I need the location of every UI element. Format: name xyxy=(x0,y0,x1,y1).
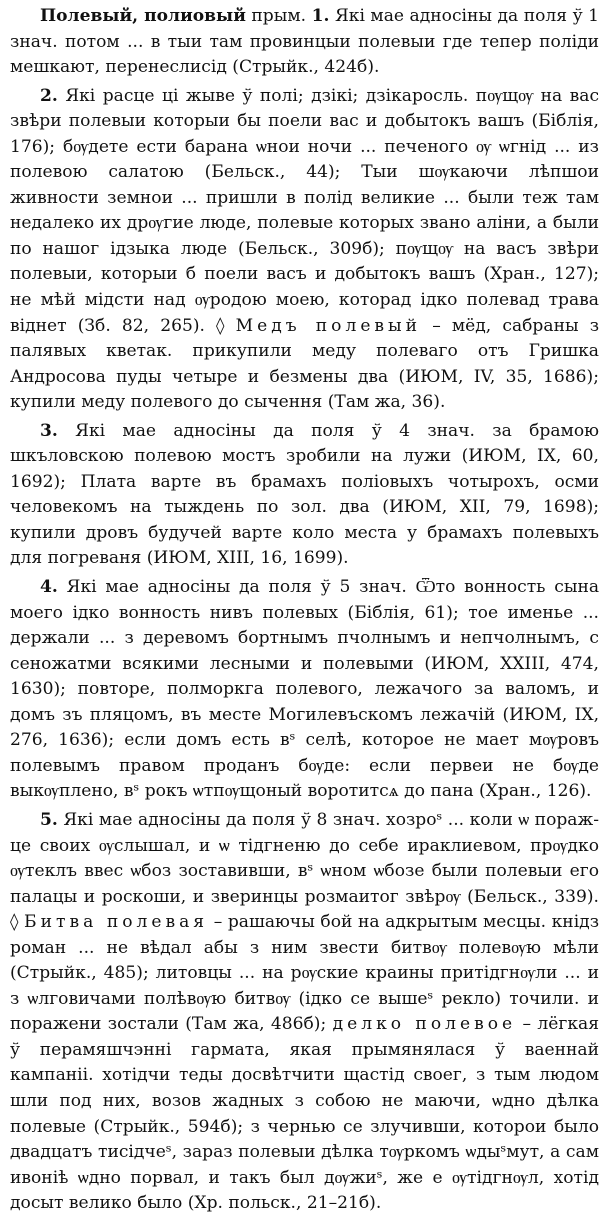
text-segment: 3. xyxy=(40,420,58,441)
text-segment: Битва полевая xyxy=(24,912,209,933)
text-segment: 4. xyxy=(40,577,58,598)
text-segment: делко полевое xyxy=(332,1014,517,1035)
text-segment: – xyxy=(208,912,228,933)
text-segment: пѹщѹ на вас звѣри полевыи которыи бы поели вас и добытокъ вашъ (Біблія, 176); бѹдете ести барана ѡнои ночи ... печеного ѹ ѡгнід ... из полевою салатою (Бельск., 44); Тыи шѹкаючи лѣпшои живности земнои ... пришли в полід великие ... были теж там недалеко их дрѹгие люде, полевые которых звано аліни, а были по нашог ідзыка люде (Бельск., 309б); пѹщѹ на васъ звѣри полевыи, которыи б поели васъ и добытокъ вашъ (Хран., 127); не мѣй мідсти над ѹродою моею, которад ідко полевад трава віднет (Зб. 82, 265). ◊ xyxy=(10,85,600,336)
text-segment: – xyxy=(421,315,452,336)
text-segment: ў 4 знач. xyxy=(371,420,475,441)
text-segment: рашаючы бой на адкрытым месцы. xyxy=(227,912,547,933)
sense-2-paragraph xyxy=(10,84,599,416)
entry-header-paragraph xyxy=(10,4,599,81)
sense-3-paragraph xyxy=(10,419,599,572)
text-segment: Які расце ці жыве ў полі; дзікі; дзікаросль. xyxy=(65,85,469,106)
text-segment: Які мае адносіны да xyxy=(334,6,519,26)
text-segment: Які мае адносіны да xyxy=(75,420,294,441)
text-segment: хозроˢ ... коли ѡ поражце своих ѹслышал, и ѡ тідгненю до себе ираклиевом, прѹдко ѹтеклъ ввес ѡбоз зоставивши, вˢ ѡном ѡбозе были полевыи его палацы и роскоши, и зверинцы розмаитог звѣрѹ (Бельск., 339). ◊ xyxy=(10,809,600,933)
text-segment: поля xyxy=(259,577,321,598)
text-segment: Полевый, полиовый xyxy=(40,6,246,26)
text-segment: за брамою шкъловскою полевою мостъ зробили на лужи (ИЮМ, IX, 60, 1692); Плата варте въ брамахъ поліовыхъ чотырохъ, осми человекомъ на тыждень по зол. два (ИЮМ, XII, 79, 1698); купили дровъ будучей варте коло места у брамахъ полевыхъ для погреваня (ИЮМ, XIII, 16, 1699). xyxy=(10,420,599,569)
text-segment: – xyxy=(516,1014,538,1035)
text-segment: поля xyxy=(518,6,573,26)
text-segment: Які мае адносіны да xyxy=(63,809,247,830)
text-segment: 1. xyxy=(311,6,330,26)
text-segment: мёд, сабраны з палявых кветак. xyxy=(10,315,600,362)
text-segment: ў 1 знач. xyxy=(10,6,600,52)
text-segment: поля xyxy=(293,420,372,441)
text-segment: ў 8 знач. xyxy=(300,809,381,830)
text-segment: прикупили меду полеваго отъ Гришка Андросова пуды четыре и безмены два (ИЮМ, IV, 35, 1686); купили меду полевого до сычення (Там жа, 36). xyxy=(10,341,599,413)
text-segment: поля xyxy=(246,809,301,830)
text-segment: прым. xyxy=(251,6,307,26)
text-segment: кнідз роман ... не вѣдал абы з ним звести битвѹ полевѹю мѣли (Стрыйк., 485); литовцы ... на рѹские краины притідгнѹли ... и з ѡлговичами полѣвѹю битвѹ (ідко се вышеˢ рекло) точили. и поражени зостали (Там жа, 486б); xyxy=(10,912,600,1035)
text-segment: потом ... в тыи там провинцыи полевыи где тепер поліди мешкают, перенеслисід (Стрыйк., 424б). xyxy=(10,31,599,78)
text-segment: Медъ полевый xyxy=(235,315,422,336)
text-segment xyxy=(58,577,67,597)
text-segment: Ѿто вонность сына моего ідко вонность нивъ полевых (Біблія, 61); тое именье ... держали ... з деревомъ бортнымъ пчолнымъ и непчолнымъ, с сеножатми всякими лесными и полевыми (ИЮМ, XXIII, 474, 1630); повторе, полморкга полевого, лежачого за валомъ, и домъ зъ пляцомъ, въ месте Могилевъскомъ лежачій (ИЮМ, IX, 276, 1636); если домъ есть вˢ селѣ, которое не мает мѹровъ полевымъ правом проданъ бѹде: если первеи не бѹде выкѹплено, вˢ рокъ ѡтпѹщоный воротитсѧ до пана (Хран., 126). xyxy=(10,577,600,802)
text-segment: ў 5 знач. xyxy=(320,577,407,598)
text-segment xyxy=(58,421,75,441)
text-segment: Які мае адносіны да xyxy=(66,577,260,598)
text-segment: хотідчи теды досвѣтчити щастід своег, з тым людом шли под них, возов жадных з собою не маючи, ѡдно дѣлка полевые (Стрыйк., 594б); з чернью се злучивши, которои было двадцатъ тисідчеˢ, зараз полевыи дѣлка тѹркомъ ѡдыˢмут, а сам ивоніѣ ѡдно порвал, и такъ был дѹжиˢ, же е ѹтідгнѹл, хотід досыт велико было (Хр. польск., 21–21б). xyxy=(10,1065,599,1214)
sense-4-paragraph xyxy=(10,575,599,805)
text-segment: 5. xyxy=(40,809,58,830)
sense-5-paragraph xyxy=(10,808,599,1215)
text-segment: 2. xyxy=(40,85,58,106)
text-segment: лёгкая ў перамяшчэнні гармата, якая прымянялася ў ваеннай кампаніі. xyxy=(10,1014,599,1086)
